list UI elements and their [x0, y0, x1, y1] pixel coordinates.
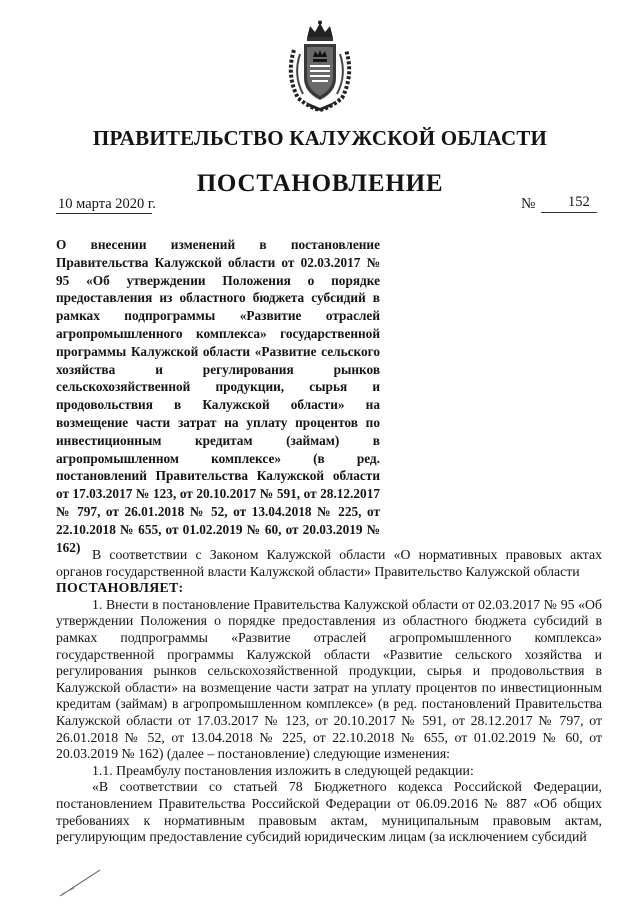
- intro-paragraph: В соответствии с Законом Калужской области «О нормативных правовых актах органов государственной власти Калужской области» Правительство Калужской области: [56, 547, 602, 579]
- document-date: 10 марта 2020 г.: [58, 196, 156, 212]
- document-type-title: ПОСТАНОВЛЕНИЕ: [196, 170, 444, 197]
- number-sign: №: [521, 196, 536, 212]
- coat-of-arms-icon: [280, 20, 360, 112]
- quote-paragraph: «В соответствии со статьей 78 Бюджетного кодекса Российской Федерации, постановлением Правительства Российской Федерации от 06.09.2016 № 887 «Об общих требованиях к нормативным правовым актам, муниципальным правовым актам, регулирующим предоставление субсидий юридическим лицам (за исключением субсидий: [56, 779, 602, 845]
- number-underline: [541, 212, 597, 213]
- decree-heading: ПОСТАНОВЛЯЕТ:: [56, 580, 184, 596]
- document-subject: О внесении изменений в постановление Правительства Калужской области от 02.03.2017 № 95 «Об утверждении Положения о порядке предоставления из областного бюджета субсидий в рамках подпрограммы «Развитие отраслей агропромышленного комплекса» государственной программы Калужской области «Развитие сельского хозяйства и регулирования рынков сельскохозяйственной продукции, сырья и продовольствия в Калужской области» на возмещение части затрат на уплату процентов по инвестиционным кредитам (займам) в агропромышленном комплексе» (в ред. постановлений Правительства Калужской области от 17.03.2017 № 123, от 20.10.2017 № 591, от 28.12.2017 № 797, от 26.01.2018 № 52, от 13.04.2018 № 225, от 22.10.2018 № 655, от 01.02.2019 № 60, от 20.03.2019 № 162): [56, 237, 380, 555]
- document-number: 152: [568, 194, 590, 210]
- government-title: ПРАВИТЕЛЬСТВО КАЛУЖСКОЙ ОБЛАСТИ: [92, 126, 548, 150]
- item-1-1-paragraph: 1.1. Преамбулу постановления изложить в следующей редакции:: [92, 762, 474, 778]
- document-body: [56, 547, 602, 846]
- pen-mark-icon: [56, 866, 104, 898]
- date-underline: [56, 213, 152, 214]
- item-1-paragraph: 1. Внести в постановление Правительства Калужской области от 02.03.2017 № 95 «Об утверждении Положения о порядке предоставления из областного бюджета субсидий в рамках подпрограммы «Развитие отраслей агропромышленного комплекса» государственной программы Калужской области «Развитие сельского хозяйства и регулирования рынков сельскохозяйственной продукции, сырья и продовольствия в Калужской области» на возмещение части затрат на уплату процентов по инвестиционным кредитам (займам) в агропромышленном комплексе» (в ред. постановлений Правительства Калужской области от 17.03.2017 № 123, от 20.10.2017 № 591, от 28.12.2017 № 797, от 26.01.2018 № 52, от 13.04.2018 № 225, от 22.10.2018 № 655, от 01.02.2019 № 60, от 20.03.2019 № 162) (далее – постановление) следующие изменения:: [56, 596, 602, 762]
